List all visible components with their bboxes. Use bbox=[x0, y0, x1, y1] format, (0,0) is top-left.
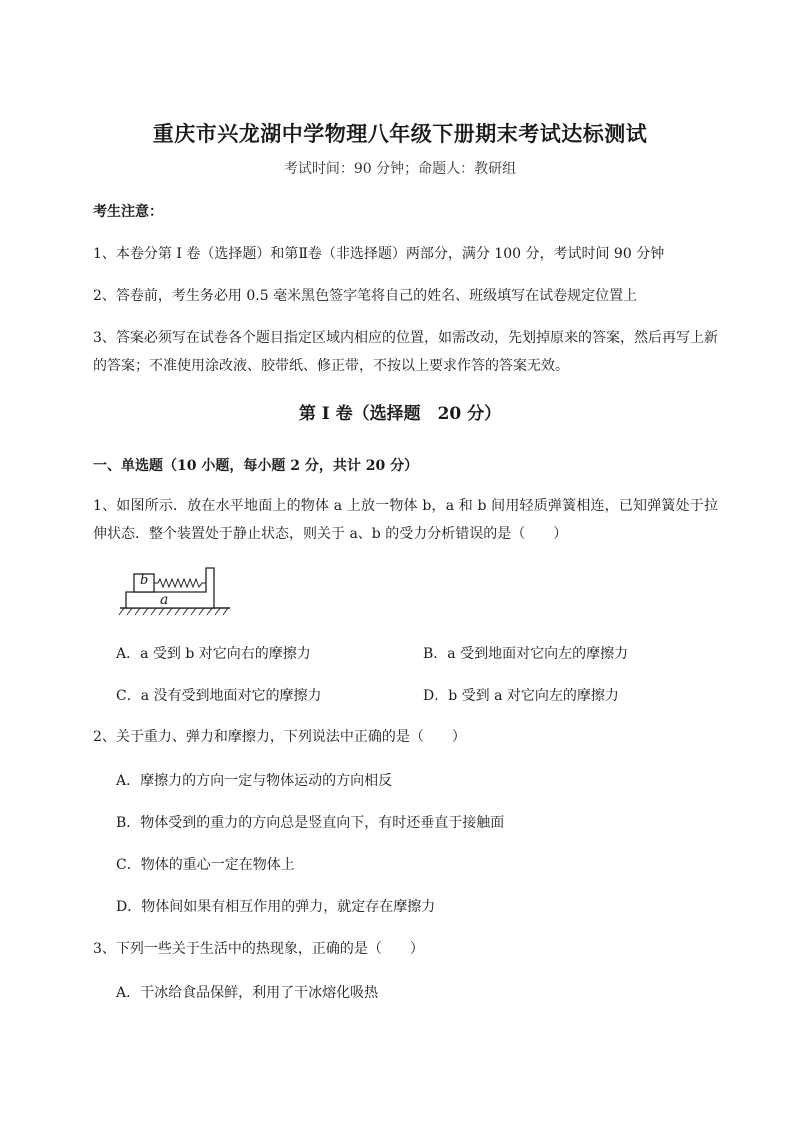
q1-option-c[interactable]: C．a 没有受到地面对它的摩擦力 bbox=[116, 688, 322, 704]
page-title: 重庆市兴龙湖中学物理八年级下册期末考试达标测试 bbox=[152, 121, 648, 146]
q2-option-d[interactable]: D．物体间如果有相互作用的弹力，就定存在摩擦力 bbox=[116, 899, 436, 915]
q3-option-a[interactable]: A．干冰给食品保鲜，利用了干冰熔化吸热 bbox=[116, 985, 379, 1001]
notice-item-3: 3、答案必须写在试卷各个题目指定区域内相应的位置，如需改动，先划掉原来的答案，然后再写上新的答案；不准使用涂改液、胶带纸、修正带，不按以上要求作答的答案无效。 bbox=[93, 330, 718, 374]
part-heading: 一、单选题（10 小题，每小题 2 分，共计 20 分） bbox=[93, 458, 419, 474]
block-a-label: a bbox=[160, 592, 169, 608]
question-2-stem: 2、关于重力、弹力和摩擦力，下列说法中正确的是（ ） bbox=[93, 729, 466, 745]
q1-option-d[interactable]: D．b 受到 a 对它向左的摩擦力 bbox=[423, 688, 619, 704]
exam-info: 考试时间：90 分钟；命题人：教研组 bbox=[283, 161, 517, 177]
block-b-label: b bbox=[140, 573, 149, 588]
q2-option-b[interactable]: B．物体受到的重力的方向总是竖直向下，有时还垂直于接触面 bbox=[116, 815, 505, 831]
notice-item-1: 1、本卷分第 I 卷（选择题）和第Ⅱ卷（非选择题）两部分，满分 100 分，考试时间 90 分钟 bbox=[93, 246, 665, 262]
question-3-stem: 3、下列一些关于生活中的热现象，正确的是（ ） bbox=[93, 941, 424, 957]
q1-option-a[interactable]: A．a 受到 b 对它向右的摩擦力 bbox=[116, 646, 311, 662]
section-title: 第 I 卷（选择题 20 分） bbox=[298, 404, 502, 424]
notice-heading: 考生注意： bbox=[93, 204, 163, 220]
question-1-stem: 1、如图所示．放在水平地面上的物体 a 上放一物体 b，a 和 b 间用轻质弹簧相连，已知弹簧处于拉伸状态．整个装置处于静止状态，则关于 a、b 的受力分析错误的是（ ） bbox=[93, 498, 718, 542]
q2-option-c[interactable]: C．物体的重心一定在物体上 bbox=[116, 857, 295, 873]
spring-block-diagram bbox=[118, 562, 238, 622]
q1-option-b[interactable]: B．a 受到地面对它向左的摩擦力 bbox=[423, 646, 629, 662]
notice-item-2: 2、答卷前，考生务必用 0.5 毫米黑色签字笔将自己的姓名、班级填写在试卷规定位置上 bbox=[93, 288, 638, 304]
q2-option-a[interactable]: A．摩擦力的方向一定与物体运动的方向相反 bbox=[116, 773, 393, 789]
